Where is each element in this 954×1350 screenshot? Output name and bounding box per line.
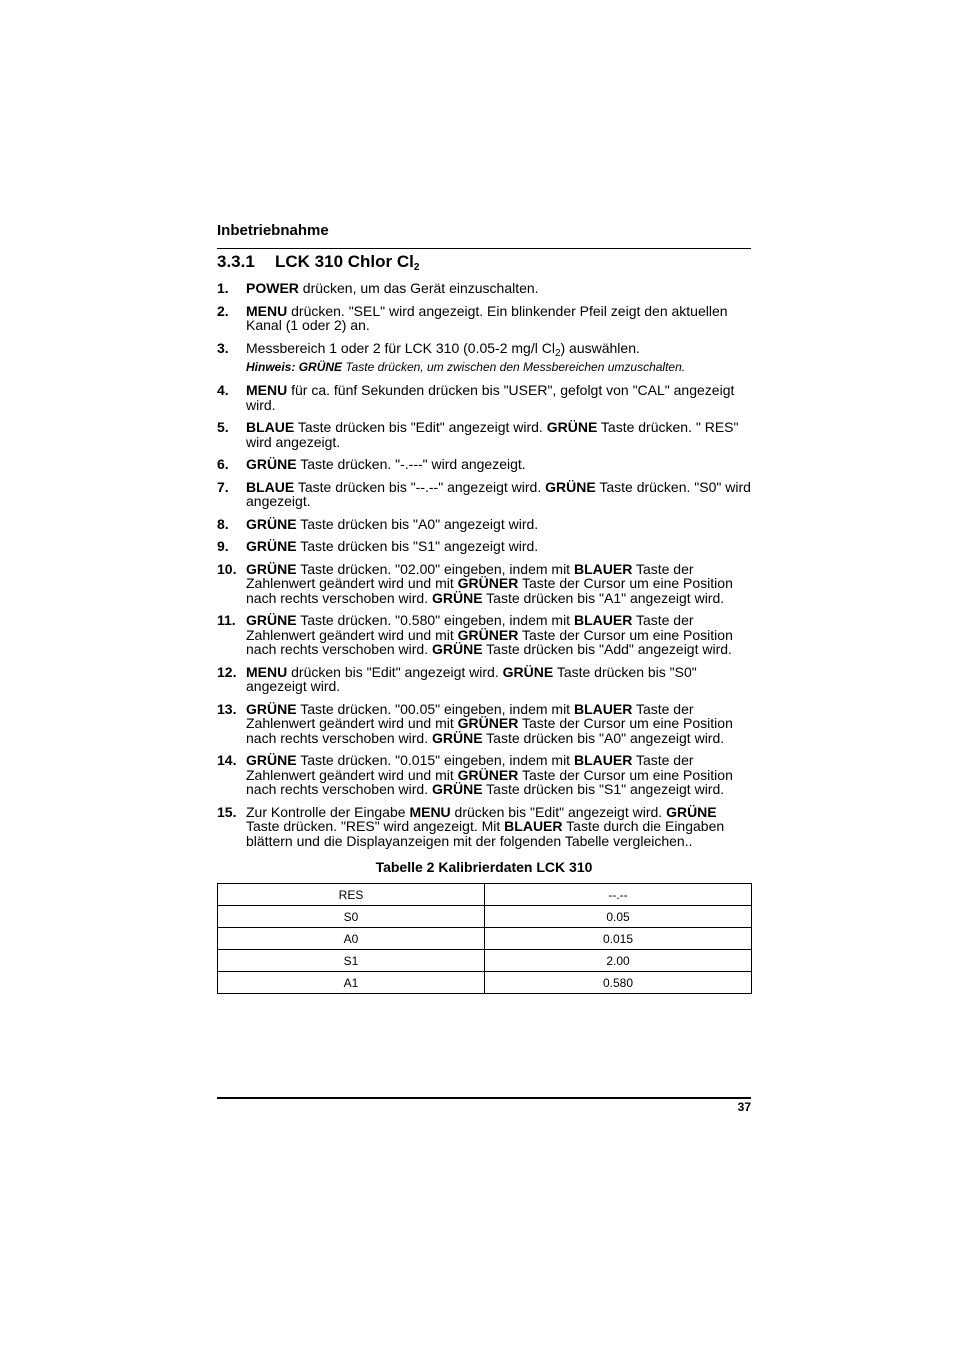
step-text: Taste drücken bis "--.--" angezeigt wird. [294,478,546,495]
step-text: Taste der Zahlenwert geändert wird und mit [246,700,694,731]
step-text: Taste drücken bis "S0" angezeigt wird. [246,663,697,694]
table-row [218,906,752,928]
table-cell-value: 0.015 [485,928,752,950]
step-number: 8. [217,515,229,532]
step-number: 14. [217,752,237,768]
step-text: drücken, um das Gerät einzuschalten. [298,280,539,296]
step-text: Taste durch die Eingaben blättern und die Displayanzeigen mit der folgenden Tabelle vergleichen.. [246,818,725,849]
key-label: MENU [246,663,288,680]
step-number: 7. [217,478,229,495]
step-text: Taste drücken. "00.05" eingeben, indem mit [296,700,574,717]
step-15 [217,805,751,849]
step-2 [217,304,751,333]
step-number: 12. [217,663,237,680]
key-label: MENU [246,302,288,319]
step-number: 6. [217,456,229,472]
note-key-label: GRÜNE [298,360,343,374]
section-title [217,251,751,273]
table-cell-value: 2.00 [485,950,752,972]
table-cell-key: S1 [218,950,485,972]
key-label: GRÜNE [431,589,483,606]
step-number: 10. [217,560,237,577]
key-label: GRÜNE [246,515,297,532]
step-11 [217,613,751,657]
page-number: 37 [737,1100,751,1114]
step-text: Taste drücken bis "A0" angezeigt wird. [482,729,725,746]
step-text: Taste drücken. " RES" wird angezeigt. [246,419,739,450]
key-label: GRÜNE [246,612,297,628]
step-text: Taste der Zahlenwert geändert wird und mit [246,752,694,783]
step-text: Taste drücken. "0.015" eingeben, indem mit [296,752,574,768]
step-text: Taste drücken bis "Add" angezeigt wird. [482,641,732,657]
step-7 [217,480,751,509]
header-rule [217,248,751,249]
step-number: 11. [217,612,236,628]
table-cell-key: S0 [218,906,485,928]
key-label: BLAUER [504,818,563,834]
step-number: 9. [217,538,229,554]
key-label: GRÜNER [457,575,519,591]
step-text: drücken bis "Edit" angezeigt wird. [287,663,503,680]
key-label: GRÜNE [666,803,717,820]
key-label: BLAUE [246,419,295,435]
key-label: GRÜNE [545,478,596,495]
instruction-steps [217,281,751,856]
step-subscript: 2 [554,347,561,359]
key-label: GRÜNE [246,560,297,577]
table-caption: Tabelle 2 Kalibrierdaten LCK 310 [375,859,593,875]
step-text: Taste drücken. "02.00" eingeben, indem mit [296,560,574,577]
key-label: MENU [409,803,451,820]
key-label: GRÜNE [431,729,483,746]
step-5 [217,420,751,449]
footer-rule [217,1097,751,1099]
step-4 [217,383,751,412]
step-1 [217,281,751,296]
step-10 [217,562,751,606]
step-text: Taste der Cursor um eine Position nach rechts verschoben wird. [246,575,733,606]
table-cell-value: --.-- [485,884,752,906]
table-row [218,928,752,950]
calibration-table [217,883,752,994]
step-number: 4. [217,382,229,398]
step-text: drücken. "SEL" wird angezeigt. Ein blinkender Pfeil zeigt den aktuellen Kanal (1 oder 2) an. [246,302,728,333]
step-text: Taste drücken. "RES" wird angezeigt. Mit [246,818,505,834]
step-text: Taste drücken bis "A1" angezeigt wird. [482,589,725,606]
step-text: Taste drücken bis "Edit" angezeigt wird. [294,419,547,435]
step-number: 13. [217,700,237,717]
key-label: BLAUER [573,700,633,717]
note [217,360,751,374]
step-3 [217,339,751,359]
key-label: BLAUER [573,560,633,577]
step-text: drücken bis "Edit" angezeigt wird. [450,803,667,820]
table-cell-key: A1 [218,972,485,994]
step-text: Taste drücken. "-.---" wird angezeigt. [296,456,526,472]
step-text: Taste drücken bis "S1" angezeigt wird. [482,781,725,797]
table-cell-key: RES [218,884,485,906]
step-number: 2. [217,302,229,319]
step-number: 5. [217,419,229,435]
note-label: Hinweis: [246,360,296,374]
step-text: Taste drücken bis "S1" angezeigt wird. [296,538,539,554]
step-12 [217,665,751,694]
step-text: Zur Kontrolle der Eingabe [246,803,410,820]
step-9 [217,539,751,554]
key-label: GRÜNER [457,626,519,643]
step-6 [217,457,751,472]
key-label: GRÜNE [431,641,483,657]
table-cell-value: 0.580 [485,972,752,994]
key-label: MENU [246,382,288,398]
step-number: 1. [217,280,229,296]
section-title-text: LCK 310 Chlor Cl [275,252,414,271]
chapter-header: Inbetriebnahme [217,222,329,239]
key-label: GRÜNER [457,766,519,783]
key-label: GRÜNER [457,715,519,731]
step-text: Taste der Cursor um eine Position nach rechts verschoben wird. [246,715,733,746]
note-text: Taste drücken, um zwischen den Messbereichen umzuschalten. [342,360,686,374]
key-label: BLAUER [573,612,633,628]
key-label: BLAUER [573,752,633,768]
key-label: GRÜNE [246,456,297,472]
step-text: für ca. fünf Sekunden drücken bis "USER", gefolgt von "CAL" angezeigt wird. [246,382,735,413]
step-text: Taste drücken bis "A0" angezeigt wird. [296,515,539,532]
step-text: Taste der Cursor um eine Position nach rechts verschoben wird. [246,626,733,657]
table-cell-key: A0 [218,928,485,950]
table-row [218,972,752,994]
table-cell-value: 0.05 [485,906,752,928]
key-label: GRÜNE [246,752,297,768]
key-label: GRÜNE [546,419,598,435]
step-text: Taste der Zahlenwert geändert wird und mit [246,560,694,591]
key-label: GRÜNE [246,700,297,717]
section-title-subscript: 2 [413,262,420,273]
key-label: BLAUE [246,478,295,495]
step-number: 15. [217,803,237,820]
section-number: 3.3.1 [217,252,255,271]
table-row [218,950,752,972]
step-number: 3. [217,339,229,356]
key-label: GRÜNE [246,538,297,554]
step-text: Taste drücken. "S0" wird angezeigt. [246,478,751,509]
step-text: Taste der Cursor um eine Position nach rechts verschoben wird. [246,766,733,797]
table-row [218,884,752,906]
step-text: ) auswählen. [560,339,640,356]
step-text: Taste drücken. "0.580" eingeben, indem mit [296,612,574,628]
step-13 [217,702,751,746]
key-label: GRÜNE [502,663,554,680]
key-label: GRÜNE [431,781,483,797]
step-text: Messbereich 1 oder 2 für LCK 310 (0.05-2 mg/l Cl [246,339,555,356]
step-8 [217,517,751,532]
step-14 [217,753,751,797]
step-text: Taste der Zahlenwert geändert wird und mit [246,612,694,643]
key-label: POWER [246,280,299,296]
